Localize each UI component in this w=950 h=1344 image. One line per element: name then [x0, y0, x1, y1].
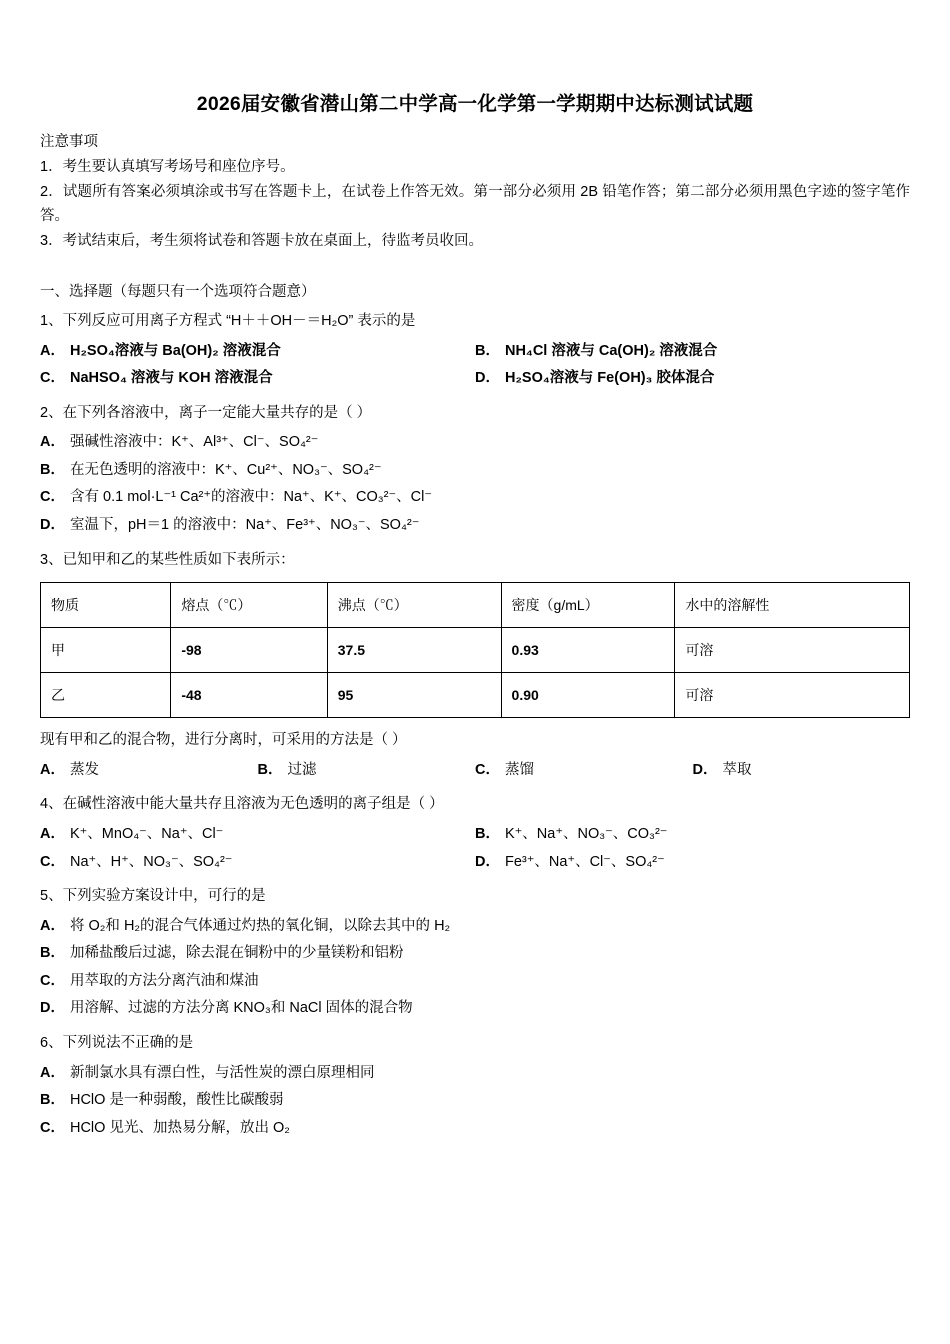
- row-1-melting-point: -98: [171, 628, 327, 673]
- question-1-option-a[interactable]: [40, 338, 475, 366]
- table-header-melting-point: 熔点（℃）: [171, 583, 327, 628]
- notice-line-1: 1．考生要认真填写考场号和座位序号。: [40, 159, 295, 175]
- question-1-option-b[interactable]: [475, 338, 910, 366]
- row-1-solubility: 可溶: [675, 628, 910, 673]
- question-6-text: 下列说法不正确的是: [62, 1034, 194, 1051]
- question-2-option-c[interactable]: [40, 484, 910, 512]
- page-title: 2026届安徽省潜山第二中学高一化学第一学期期中达标测试试题: [196, 93, 754, 115]
- table-header-solubility: 水中的溶解性: [675, 583, 910, 628]
- question-2-option-a[interactable]: [40, 429, 910, 457]
- question-5-option-d[interactable]: [40, 995, 910, 1023]
- option-label-d: D．: [475, 370, 500, 387]
- question-4-options-row-1: [40, 821, 910, 849]
- question-3-stem: [40, 548, 910, 573]
- option-text-d: 用溶解、过滤的方法分离 KNO₃和 NaCl 固体的混合物: [69, 1000, 413, 1017]
- question-1-options-row-1: [40, 338, 910, 366]
- option-label-d: D．: [40, 516, 65, 533]
- question-2-number: 2、: [40, 404, 63, 421]
- question-4-option-a[interactable]: [40, 821, 475, 849]
- question-2-option-a-row: [40, 429, 910, 457]
- table-header-substance: 物质: [41, 583, 171, 628]
- option-label-c: C．: [40, 489, 65, 506]
- question-5-number: 5、: [40, 888, 63, 905]
- question-3-options-row: [40, 757, 910, 785]
- question-2-option-b[interactable]: [40, 457, 910, 485]
- question-3-text: 已知甲和乙的某些性质如下表所示：: [62, 551, 295, 568]
- question-6-option-a-row: [40, 1060, 910, 1088]
- option-text-b: 在无色透明的溶液中：K⁺、Cu²⁺、NO₃⁻、SO₄²⁻: [69, 461, 382, 478]
- row-2-boiling-point: 95: [327, 673, 501, 718]
- notice-heading: 注意事项: [40, 134, 98, 150]
- option-text-a: 新制氯水具有漂白性，与活性炭的漂白原理相同: [69, 1064, 375, 1081]
- option-text-b: 过滤: [287, 761, 317, 778]
- notice-line-3: 3．考试结束后，考生须将试卷和答题卡放在桌面上，待监考员收回。: [40, 233, 484, 250]
- option-label-a: A．: [40, 761, 65, 778]
- question-1-number: 1、: [40, 312, 63, 329]
- question-4-option-d[interactable]: [475, 849, 910, 877]
- row-2-solubility: 可溶: [675, 673, 910, 718]
- row-2-substance: 乙: [41, 673, 171, 718]
- question-2-option-d-row: [40, 512, 910, 540]
- option-label-a: A．: [40, 1064, 65, 1081]
- question-3-option-b[interactable]: [258, 757, 476, 785]
- option-label-b: B．: [40, 1092, 65, 1109]
- question-5-option-a[interactable]: [40, 913, 910, 941]
- option-label-c: C．: [40, 853, 65, 870]
- row-1-density: 0.93: [501, 628, 675, 673]
- question-5-text: 下列实验方案设计中，可行的是: [62, 888, 266, 905]
- question-1-text: 下列反应可用离子方程式 “H＋＋OH－＝H₂O” 表示的是: [62, 312, 416, 329]
- row-1-boiling-point: 37.5: [327, 628, 501, 673]
- option-label-a: A．: [40, 917, 65, 934]
- question-6-option-c[interactable]: [40, 1115, 910, 1143]
- option-label-c: C．: [475, 761, 500, 778]
- question-2-option-c-row: [40, 484, 910, 512]
- table-header-boiling-point: 沸点（℃）: [327, 583, 501, 628]
- option-text-c: 用萃取的方法分离汽油和煤油: [69, 972, 259, 989]
- option-text-b: K⁺、Na⁺、NO₃⁻、CO₃²⁻: [504, 825, 668, 842]
- option-text-c: Na⁺、H⁺、NO₃⁻、SO₄²⁻: [69, 853, 233, 870]
- question-1-options-row-2: [40, 365, 910, 393]
- question-2-option-d[interactable]: [40, 512, 910, 540]
- table-header-row: [41, 583, 910, 628]
- option-text-c: HClO 见光、加热易分解，放出 O₂: [69, 1119, 290, 1136]
- option-label-b: B．: [40, 945, 65, 962]
- question-4-text: 在碱性溶液中能大量共存且溶液为无色透明的离子组是（ ）: [62, 796, 444, 813]
- question-4-options-row-2: [40, 849, 910, 877]
- question-4-stem: [40, 792, 910, 817]
- option-label-c: C．: [40, 370, 65, 387]
- question-5-option-d-row: [40, 995, 910, 1023]
- section-title: 一、选择题（每题只有一个选项符合题意）: [40, 283, 316, 300]
- row-1-substance: 甲: [41, 628, 171, 673]
- option-label-c: C．: [40, 972, 65, 989]
- question-4-option-b[interactable]: [475, 821, 910, 849]
- question-2-option-b-row: [40, 457, 910, 485]
- question-6-option-b-row: [40, 1087, 910, 1115]
- question-3-option-c[interactable]: [475, 757, 693, 785]
- option-text-c: NaHSO₄ 溶液与 KOH 溶液混合: [69, 370, 273, 387]
- option-label-c: C．: [40, 1119, 65, 1136]
- option-text-a: K⁺、MnO₄⁻、Na⁺、Cl⁻: [69, 825, 224, 842]
- row-2-melting-point: -48: [171, 673, 327, 718]
- table-header-density: 密度（g/mL）: [501, 583, 675, 628]
- question-5-option-a-row: [40, 913, 910, 941]
- question-4-number: 4、: [40, 796, 63, 813]
- properties-table: [40, 582, 910, 718]
- table-row: [41, 628, 910, 673]
- option-label-b: B．: [475, 342, 500, 359]
- option-label-a: A．: [40, 342, 65, 359]
- option-text-d: 室温下，pH＝1 的溶液中：Na⁺、Fe³⁺、NO₃⁻、SO₄²⁻: [69, 516, 420, 533]
- question-3-follow-stem: 现有甲和乙的混合物，进行分离时，可采用的方法是（ ）: [40, 732, 407, 749]
- option-text-a: 强碱性溶液中：K⁺、Al³⁺、Cl⁻、SO₄²⁻: [69, 434, 319, 451]
- question-6-option-a[interactable]: [40, 1060, 910, 1088]
- question-5-option-b[interactable]: [40, 940, 910, 968]
- option-text-d: H₂SO₄溶液与 Fe(OH)₃ 胶体混合: [504, 370, 715, 387]
- option-text-b: 加稀盐酸后过滤，除去混在铜粉中的少量镁粉和铝粉: [69, 945, 404, 962]
- option-label-b: B．: [475, 825, 500, 842]
- question-3-option-d[interactable]: [693, 757, 911, 785]
- question-4-option-c[interactable]: [40, 849, 475, 877]
- option-text-a: 蒸发: [69, 761, 99, 778]
- question-5-option-c[interactable]: [40, 968, 910, 996]
- question-6-stem: [40, 1031, 910, 1056]
- question-1-option-c[interactable]: [40, 365, 475, 393]
- question-3-number: 3、: [40, 551, 63, 568]
- option-label-a: A．: [40, 434, 65, 451]
- question-2-text: 在下列各溶液中，离子一定能大量共存的是（ ）: [62, 404, 372, 421]
- option-text-c: 含有 0.1 mol·L⁻¹ Ca²⁺的溶液中：Na⁺、K⁺、CO₃²⁻、Cl⁻: [69, 489, 432, 506]
- option-label-a: A．: [40, 825, 65, 842]
- option-text-d: 萃取: [722, 761, 752, 778]
- option-label-d: D．: [692, 761, 718, 778]
- option-text-b: HClO 是一种弱酸，酸性比碳酸弱: [69, 1092, 284, 1109]
- table-row: [41, 673, 910, 718]
- question-3-option-a[interactable]: [40, 757, 258, 785]
- question-2-stem: [40, 401, 910, 426]
- option-label-b: B．: [257, 761, 283, 778]
- option-label-b: B．: [40, 461, 65, 478]
- question-6-number: 6、: [40, 1034, 63, 1051]
- option-text-d: Fe³⁺、Na⁺、Cl⁻、SO₄²⁻: [504, 853, 665, 870]
- option-label-d: D．: [40, 1000, 65, 1017]
- option-text-a: 将 O₂和 H₂的混合气体通过灼热的氧化铜，以除去其中的 H₂: [69, 917, 451, 934]
- row-2-density: 0.90: [501, 673, 675, 718]
- question-1-stem: [40, 309, 910, 334]
- notice-line-2: 2．试题所有答案必须填涂或书写在答题卡上，在试卷上作答无效。第一部分必须用 2B 铅笔作答；第二部分必须用黑色字迹的签字笔作答。: [40, 184, 910, 224]
- option-text-c: 蒸馏: [504, 761, 534, 778]
- option-text-a: H₂SO₄溶液与 Ba(OH)₂ 溶液混合: [69, 342, 281, 359]
- question-6-option-b[interactable]: [40, 1087, 910, 1115]
- question-6-option-c-row: [40, 1115, 910, 1143]
- option-label-d: D．: [475, 853, 500, 870]
- question-5-stem: [40, 884, 910, 909]
- question-1-option-d[interactable]: [475, 365, 910, 393]
- question-5-option-c-row: [40, 968, 910, 996]
- question-5-option-b-row: [40, 940, 910, 968]
- option-text-b: NH₄Cl 溶液与 Ca(OH)₂ 溶液混合: [504, 342, 718, 359]
